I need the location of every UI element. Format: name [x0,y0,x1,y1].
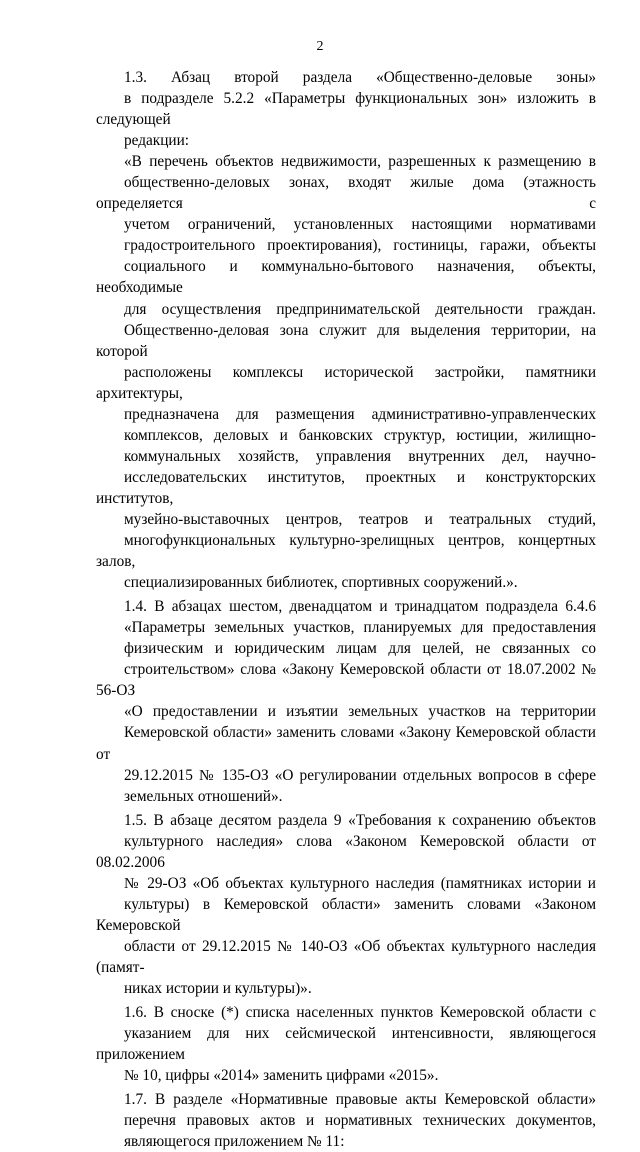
text-line: музейно-выставочных центров, театров и театральных студий, [124,510,596,528]
text-line: Кемеровской области» заменить словами «Закону Кемеровской области от [96,724,596,763]
document-body [96,67,596,1152]
page-number: 2 [316,39,324,54]
paragraph-1-3 [96,67,596,151]
text-line: № 29-ОЗ «Об объектах культурного наследия (памятниках истории и [124,874,596,892]
text-line: являющегося приложением № 11: [124,1133,345,1151]
text-line: области от 29.12.2015 № 140-ОЗ «Об объектах культурного наследия (памят- [96,937,596,976]
text-line: комплексов, деловых и банковских структур, юстиции, жилищно- [124,426,596,444]
text-line: никах истории и культуры)». [124,980,312,998]
text-line: общественно-деловых зонах, входят жилые дома (этажность определяется с [96,174,596,213]
text-line: культуры) в Кемеровской области» заменить словами «Законом Кемеровской [96,895,596,934]
text-line: «О предоставлении и изъятии земельных участков на территории [124,703,596,721]
text-line: Общественно-деловая зона служит для выделения территории, на которой [96,321,596,360]
text-line: 1.6. В сноске (*) списка населенных пунктов Кемеровской области с [124,1004,596,1022]
paragraph-quote [96,151,596,593]
text-line: перечня правовых актов и нормативных технических документов, [124,1112,596,1130]
text-line: строительством» слова «Закону Кемеровской области от 18.07.2002 № 56-ОЗ [96,661,596,700]
paragraph-1-5 [96,810,596,999]
text-line: № 10, цифры «2014» заменить цифрами «2015». [124,1067,439,1085]
text-line: многофункциональных культурно-зрелищных центров, концертных залов, [96,532,596,571]
paragraph-1-7 [96,1089,596,1152]
text-line: коммунальных хозяйств, управления внутренних дел, научно- [124,447,596,465]
text-line: 1.3. Абзац второй раздела «Общественно-деловые зоны» [124,69,596,86]
text-line: социального и коммунально-бытового назначения, объекты, необходимые [96,258,596,297]
text-line: исследовательских институтов, проектных и конструкторских институтов, [96,468,596,507]
text-line: 29.12.2015 № 135-ОЗ «О регулировании отдельных вопросов в сфере [124,766,596,784]
text-line: «В перечень объектов недвижимости, разрешенных к размещению в [124,153,596,171]
text-line: в подразделе 5.2.2 «Параметры функциональных зон» изложить в следующей [96,90,596,129]
text-line: предназначена для размещения административно-управленческих [124,405,596,423]
text-line: 1.4. В абзацах шестом, двенадцатом и тринадцатом подраздела 6.4.6 [124,598,596,616]
text-line: градостроительного проектирования), гостиницы, гаражи, объекты [124,237,596,255]
text-line: учетом ограничений, установленных настоящими нормативами [124,216,596,234]
text-line: 1.5. В абзаце десятом раздела 9 «Требования к сохранению объектов [124,811,596,829]
text-line: земельных отношений». [124,787,283,805]
paragraph-1-6 [96,1002,596,1086]
text-line: культурного наследия» слова «Законом Кемеровской области от 08.02.2006 [96,832,596,871]
text-line: расположены комплексы исторической застройки, памятники архитектуры, [96,363,596,402]
text-line: 1.7. В разделе «Нормативные правовые акты Кемеровской области» [124,1091,596,1109]
text-line: специализированных библиотек, спортивных сооружений.». [124,574,518,592]
text-line: редакции: [124,132,190,150]
text-line: для осуществления предпринимательской деятельности граждан. [124,300,596,318]
paragraph-1-4 [96,596,596,806]
text-line: «Параметры земельных участков, планируемых для предоставления [124,619,596,637]
text-line: указанием для них сейсмической интенсивности, являющегося приложением [96,1025,596,1064]
text-line: физическим и юридическим лицам для целей, не связанных со [124,640,596,658]
